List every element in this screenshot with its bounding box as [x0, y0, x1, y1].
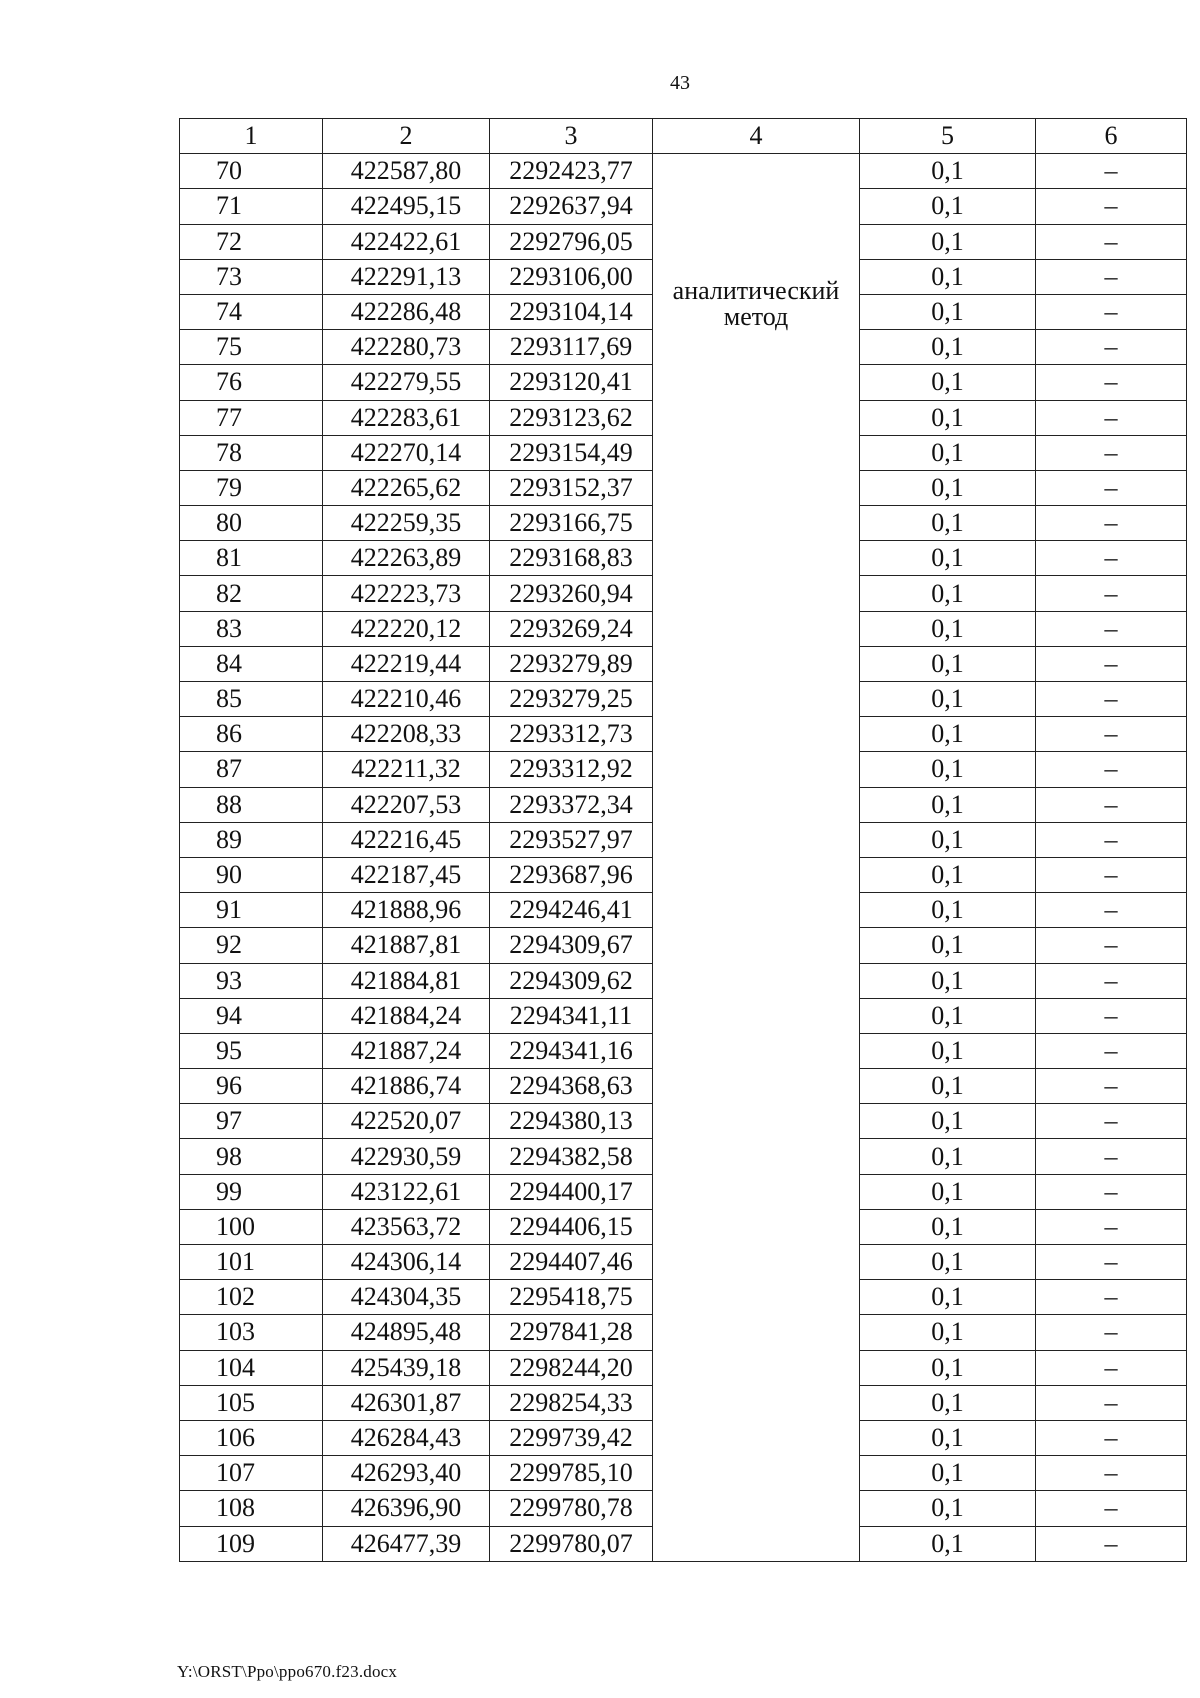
accuracy-cell: 0,1	[860, 1491, 1036, 1526]
x-coordinate-cell: 421884,81	[323, 963, 490, 998]
y-coordinate-cell: 2292637,94	[490, 189, 653, 224]
note-cell: –	[1036, 541, 1187, 576]
accuracy-cell: 0,1	[860, 963, 1036, 998]
point-number-cell: 94	[180, 998, 323, 1033]
x-coordinate-cell: 422930,59	[323, 1139, 490, 1174]
y-coordinate-cell: 2298244,20	[490, 1350, 653, 1385]
point-number-cell: 108	[180, 1491, 323, 1526]
x-coordinate-cell: 426284,43	[323, 1420, 490, 1455]
x-coordinate-cell: 422265,62	[323, 470, 490, 505]
y-coordinate-cell: 2299780,78	[490, 1491, 653, 1526]
y-coordinate-cell: 2299780,07	[490, 1526, 653, 1561]
y-coordinate-cell: 2299739,42	[490, 1420, 653, 1455]
x-coordinate-cell: 421887,24	[323, 1033, 490, 1068]
accuracy-cell: 0,1	[860, 154, 1036, 189]
point-number-cell: 72	[180, 224, 323, 259]
y-coordinate-cell: 2294246,41	[490, 893, 653, 928]
point-number-cell: 93	[180, 963, 323, 998]
accuracy-cell: 0,1	[860, 1069, 1036, 1104]
point-number-cell: 105	[180, 1385, 323, 1420]
x-coordinate-cell: 422208,33	[323, 717, 490, 752]
y-coordinate-cell: 2294382,58	[490, 1139, 653, 1174]
accuracy-cell: 0,1	[860, 893, 1036, 928]
accuracy-cell: 0,1	[860, 470, 1036, 505]
x-coordinate-cell: 424895,48	[323, 1315, 490, 1350]
accuracy-cell: 0,1	[860, 611, 1036, 646]
x-coordinate-cell: 426293,40	[323, 1456, 490, 1491]
accuracy-cell: 0,1	[860, 294, 1036, 329]
point-number-cell: 81	[180, 541, 323, 576]
note-cell: –	[1036, 752, 1187, 787]
point-number-cell: 100	[180, 1209, 323, 1244]
y-coordinate-cell: 2293312,92	[490, 752, 653, 787]
point-number-cell: 73	[180, 259, 323, 294]
note-cell: –	[1036, 1069, 1187, 1104]
point-number-cell: 96	[180, 1069, 323, 1104]
point-number-cell: 78	[180, 435, 323, 470]
y-coordinate-cell: 2294368,63	[490, 1069, 653, 1104]
point-number-cell: 86	[180, 717, 323, 752]
note-cell: –	[1036, 1350, 1187, 1385]
accuracy-cell: 0,1	[860, 822, 1036, 857]
note-cell: –	[1036, 1420, 1187, 1455]
y-coordinate-cell: 2293269,24	[490, 611, 653, 646]
x-coordinate-cell: 422211,32	[323, 752, 490, 787]
y-coordinate-cell: 2294341,16	[490, 1033, 653, 1068]
note-cell: –	[1036, 682, 1187, 717]
note-cell: –	[1036, 963, 1187, 998]
y-coordinate-cell: 2294407,46	[490, 1245, 653, 1280]
note-cell: –	[1036, 1315, 1187, 1350]
y-coordinate-cell: 2293106,00	[490, 259, 653, 294]
x-coordinate-cell: 422270,14	[323, 435, 490, 470]
point-number-cell: 97	[180, 1104, 323, 1139]
x-coordinate-cell: 423122,61	[323, 1174, 490, 1209]
note-cell: –	[1036, 1491, 1187, 1526]
header-cell-2: 2	[323, 119, 490, 154]
note-cell: –	[1036, 1456, 1187, 1491]
coordinates-table	[179, 118, 1187, 1562]
x-coordinate-cell: 422587,80	[323, 154, 490, 189]
note-cell: –	[1036, 294, 1187, 329]
note-cell: –	[1036, 1033, 1187, 1068]
note-cell: –	[1036, 365, 1187, 400]
point-number-cell: 109	[180, 1526, 323, 1561]
note-cell: –	[1036, 576, 1187, 611]
y-coordinate-cell: 2297841,28	[490, 1315, 653, 1350]
accuracy-cell: 0,1	[860, 682, 1036, 717]
point-number-cell: 104	[180, 1350, 323, 1385]
x-coordinate-cell: 421886,74	[323, 1069, 490, 1104]
note-cell: –	[1036, 400, 1187, 435]
x-coordinate-cell: 422207,53	[323, 787, 490, 822]
note-cell: –	[1036, 189, 1187, 224]
point-number-cell: 101	[180, 1245, 323, 1280]
accuracy-cell: 0,1	[860, 1174, 1036, 1209]
point-number-cell: 102	[180, 1280, 323, 1315]
accuracy-cell: 0,1	[860, 752, 1036, 787]
note-cell: –	[1036, 1209, 1187, 1244]
note-cell: –	[1036, 1139, 1187, 1174]
x-coordinate-cell: 422210,46	[323, 682, 490, 717]
accuracy-cell: 0,1	[860, 717, 1036, 752]
y-coordinate-cell: 2293123,62	[490, 400, 653, 435]
y-coordinate-cell: 2294380,13	[490, 1104, 653, 1139]
x-coordinate-cell: 422291,13	[323, 259, 490, 294]
y-coordinate-cell: 2293260,94	[490, 576, 653, 611]
y-coordinate-cell: 2292423,77	[490, 154, 653, 189]
point-number-cell: 71	[180, 189, 323, 224]
accuracy-cell: 0,1	[860, 189, 1036, 224]
x-coordinate-cell: 425439,18	[323, 1350, 490, 1385]
y-coordinate-cell: 2293168,83	[490, 541, 653, 576]
page-number: 43	[670, 72, 690, 94]
point-number-cell: 70	[180, 154, 323, 189]
note-cell: –	[1036, 224, 1187, 259]
note-cell: –	[1036, 893, 1187, 928]
y-coordinate-cell: 2295418,75	[490, 1280, 653, 1315]
point-number-cell: 90	[180, 857, 323, 892]
method-cell: аналитический метод	[653, 154, 860, 1562]
point-number-cell: 103	[180, 1315, 323, 1350]
note-cell: –	[1036, 822, 1187, 857]
footer-file-path: Y:\ORST\Ppo\ppo670.f23.docx	[177, 1662, 398, 1681]
point-number-cell: 89	[180, 822, 323, 857]
accuracy-cell: 0,1	[860, 224, 1036, 259]
y-coordinate-cell: 2293104,14	[490, 294, 653, 329]
accuracy-cell: 0,1	[860, 259, 1036, 294]
y-coordinate-cell: 2293166,75	[490, 506, 653, 541]
accuracy-cell: 0,1	[860, 1315, 1036, 1350]
y-coordinate-cell: 2293117,69	[490, 330, 653, 365]
y-coordinate-cell: 2294309,67	[490, 928, 653, 963]
point-number-cell: 106	[180, 1420, 323, 1455]
point-number-cell: 82	[180, 576, 323, 611]
note-cell: –	[1036, 1245, 1187, 1280]
y-coordinate-cell: 2292796,05	[490, 224, 653, 259]
accuracy-cell: 0,1	[860, 1350, 1036, 1385]
x-coordinate-cell: 426396,90	[323, 1491, 490, 1526]
accuracy-cell: 0,1	[860, 787, 1036, 822]
y-coordinate-cell: 2293687,96	[490, 857, 653, 892]
x-coordinate-cell: 422187,45	[323, 857, 490, 892]
header-cell-3: 3	[490, 119, 653, 154]
note-cell: –	[1036, 998, 1187, 1033]
x-coordinate-cell: 426301,87	[323, 1385, 490, 1420]
x-coordinate-cell: 422259,35	[323, 506, 490, 541]
point-number-cell: 76	[180, 365, 323, 400]
header-cell-6: 6	[1036, 119, 1187, 154]
x-coordinate-cell: 424306,14	[323, 1245, 490, 1280]
point-number-cell: 87	[180, 752, 323, 787]
accuracy-cell: 0,1	[860, 1209, 1036, 1244]
note-cell: –	[1036, 611, 1187, 646]
note-cell: –	[1036, 506, 1187, 541]
x-coordinate-cell: 424304,35	[323, 1280, 490, 1315]
note-cell: –	[1036, 259, 1187, 294]
point-number-cell: 107	[180, 1456, 323, 1491]
point-number-cell: 91	[180, 893, 323, 928]
x-coordinate-cell: 422263,89	[323, 541, 490, 576]
point-number-cell: 74	[180, 294, 323, 329]
note-cell: –	[1036, 717, 1187, 752]
point-number-cell: 77	[180, 400, 323, 435]
point-number-cell: 79	[180, 470, 323, 505]
accuracy-cell: 0,1	[860, 1280, 1036, 1315]
point-number-cell: 80	[180, 506, 323, 541]
accuracy-cell: 0,1	[860, 1420, 1036, 1455]
x-coordinate-cell: 421887,81	[323, 928, 490, 963]
x-coordinate-cell: 421884,24	[323, 998, 490, 1033]
note-cell: –	[1036, 1526, 1187, 1561]
accuracy-cell: 0,1	[860, 1104, 1036, 1139]
note-cell: –	[1036, 787, 1187, 822]
accuracy-cell: 0,1	[860, 998, 1036, 1033]
accuracy-cell: 0,1	[860, 506, 1036, 541]
y-coordinate-cell: 2299785,10	[490, 1456, 653, 1491]
accuracy-cell: 0,1	[860, 1033, 1036, 1068]
x-coordinate-cell: 422279,55	[323, 365, 490, 400]
accuracy-cell: 0,1	[860, 400, 1036, 435]
note-cell: –	[1036, 1280, 1187, 1315]
accuracy-cell: 0,1	[860, 1245, 1036, 1280]
point-number-cell: 75	[180, 330, 323, 365]
x-coordinate-cell: 422422,61	[323, 224, 490, 259]
y-coordinate-cell: 2293372,34	[490, 787, 653, 822]
y-coordinate-cell: 2293154,49	[490, 435, 653, 470]
note-cell: –	[1036, 928, 1187, 963]
y-coordinate-cell: 2293279,89	[490, 646, 653, 681]
x-coordinate-cell: 422223,73	[323, 576, 490, 611]
accuracy-cell: 0,1	[860, 365, 1036, 400]
accuracy-cell: 0,1	[860, 435, 1036, 470]
y-coordinate-cell: 2293120,41	[490, 365, 653, 400]
x-coordinate-cell: 422220,12	[323, 611, 490, 646]
note-cell: –	[1036, 330, 1187, 365]
x-coordinate-cell: 426477,39	[323, 1526, 490, 1561]
note-cell: –	[1036, 1385, 1187, 1420]
note-cell: –	[1036, 435, 1187, 470]
table-row	[180, 154, 1187, 189]
x-coordinate-cell: 422286,48	[323, 294, 490, 329]
header-cell-1: 1	[180, 119, 323, 154]
note-cell: –	[1036, 470, 1187, 505]
x-coordinate-cell: 423563,72	[323, 1209, 490, 1244]
point-number-cell: 95	[180, 1033, 323, 1068]
y-coordinate-cell: 2294341,11	[490, 998, 653, 1033]
note-cell: –	[1036, 857, 1187, 892]
accuracy-cell: 0,1	[860, 857, 1036, 892]
note-cell: –	[1036, 1104, 1187, 1139]
header-cell-5: 5	[860, 119, 1036, 154]
accuracy-cell: 0,1	[860, 541, 1036, 576]
accuracy-cell: 0,1	[860, 576, 1036, 611]
note-cell: –	[1036, 154, 1187, 189]
y-coordinate-cell: 2294400,17	[490, 1174, 653, 1209]
point-number-cell: 92	[180, 928, 323, 963]
accuracy-cell: 0,1	[860, 1385, 1036, 1420]
note-cell: –	[1036, 1174, 1187, 1209]
x-coordinate-cell: 422219,44	[323, 646, 490, 681]
table-header-row	[180, 119, 1187, 154]
y-coordinate-cell: 2293279,25	[490, 682, 653, 717]
accuracy-cell: 0,1	[860, 646, 1036, 681]
y-coordinate-cell: 2294309,62	[490, 963, 653, 998]
accuracy-cell: 0,1	[860, 1139, 1036, 1174]
accuracy-cell: 0,1	[860, 1456, 1036, 1491]
accuracy-cell: 0,1	[860, 330, 1036, 365]
y-coordinate-cell: 2298254,33	[490, 1385, 653, 1420]
x-coordinate-cell: 422495,15	[323, 189, 490, 224]
point-number-cell: 83	[180, 611, 323, 646]
y-coordinate-cell: 2293152,37	[490, 470, 653, 505]
x-coordinate-cell: 422520,07	[323, 1104, 490, 1139]
point-number-cell: 88	[180, 787, 323, 822]
y-coordinate-cell: 2294406,15	[490, 1209, 653, 1244]
point-number-cell: 84	[180, 646, 323, 681]
point-number-cell: 85	[180, 682, 323, 717]
y-coordinate-cell: 2293312,73	[490, 717, 653, 752]
point-number-cell: 99	[180, 1174, 323, 1209]
note-cell: –	[1036, 646, 1187, 681]
x-coordinate-cell: 422216,45	[323, 822, 490, 857]
x-coordinate-cell: 422280,73	[323, 330, 490, 365]
point-number-cell: 98	[180, 1139, 323, 1174]
x-coordinate-cell: 422283,61	[323, 400, 490, 435]
y-coordinate-cell: 2293527,97	[490, 822, 653, 857]
accuracy-cell: 0,1	[860, 928, 1036, 963]
header-cell-4: 4	[653, 119, 860, 154]
x-coordinate-cell: 421888,96	[323, 893, 490, 928]
accuracy-cell: 0,1	[860, 1526, 1036, 1561]
